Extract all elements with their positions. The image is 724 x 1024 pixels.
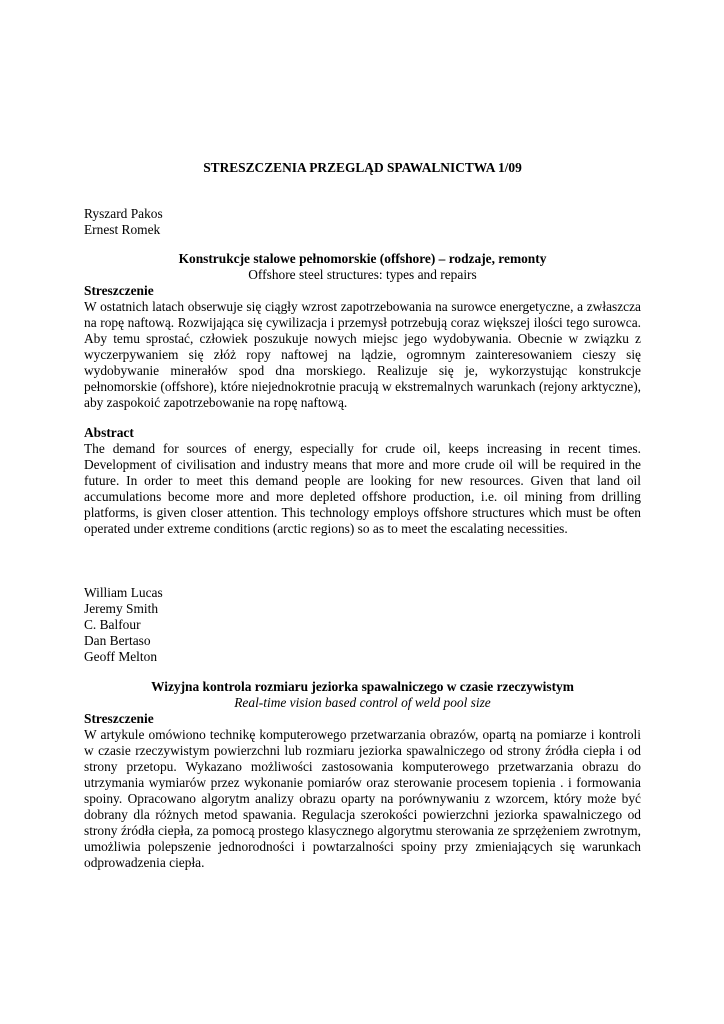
article1-abstract-pl: W ostatnich latach obserwuje się ciągły wzrost zapotrzebowania na surowce energetyczne, a zwłaszcza na ropę naftową. Rozwijająca się cywilizacja i przemysł potrzebują coraz większej ilości tego surowca. Aby temu sprostać, człowiek poszukuje nowych miejsc jego wydobywania. Obecnie w związku z wyczerpywaniem się złóż ropy naftowej na lądzie, ogromnym zainteresowaniem cieszy się wydobywanie minerałów spod dna morskiego. Realizuje się je, wykorzystując konstrukcje pełnomorskie (offshore), które niejednokrotnie pracują w ekstremalnych warunkach (rejony arktyczne), aby zaspokoić zapotrzebowanie na ropę naftową. xyxy=(84,299,641,410)
author-name: Dan Bertaso xyxy=(84,633,151,648)
document-page xyxy=(84,150,641,871)
author-name: Ernest Romek xyxy=(84,222,161,237)
article2-title: Wizyjna kontrola rozmiaru jeziorka spawalniczego w czasie rzeczywistym xyxy=(151,679,574,694)
author-name: C. Balfour xyxy=(84,617,141,632)
article1-abstract-pl-heading: Streszczenie xyxy=(84,283,154,298)
article2-subtitle: Real-time vision based control of weld pool size xyxy=(234,695,491,710)
article1-authors xyxy=(84,206,641,238)
author-name: Geoff Melton xyxy=(84,649,158,664)
author-name: Ryszard Pakos xyxy=(84,206,163,221)
document-title: STRESZCZENIA PRZEGLĄD SPAWALNICTWA 1/09 xyxy=(203,160,522,175)
article1-subtitle: Offshore steel structures: types and repairs xyxy=(248,267,477,282)
article1-title: Konstrukcje stalowe pełnomorskie (offshore) – rodzaje, remonty xyxy=(178,251,547,266)
article2-authors xyxy=(84,585,641,665)
article1-abstract-en-heading: Abstract xyxy=(84,425,134,440)
article2-abstract-pl-heading: Streszczenie xyxy=(84,711,154,726)
article1-abstract-en: The demand for sources of energy, especially for crude oil, keeps increasing in recent times. Development of civilisation and industry means that more and more crude oil will be required in the future. In order to meet this demand people are looking for new resources. Given that land oil accumulations become more and more depleted offshore production, i.e. oil mining from drilling platforms, is given closer attention. This technology employs offshore structures which must be often operated under extreme conditions (arctic regions) so as to meet the escalating necessities. xyxy=(84,441,641,536)
author-name: William Lucas xyxy=(84,585,163,600)
article2-abstract-pl: W artykule omówiono technikę komputerowego przetwarzania obrazów, opartą na pomiarze i kontroli w czasie rzeczywistym powierzchni lub rozmiaru jeziorka spawalniczego od strony źródła ciepła i od strony przetopu. Wykazano możliwości zastosowania komputerowego przetwarzania obrazu do utrzymania wymiarów przez wykonanie pomiarów oraz sterowanie procesem topienia . i formowania spoiny. Opracowano algorytm analizy obrazu oparty na porównywaniu z wzorcem, który może być dobrany dla różnych metod spawania. Regulacja szerokości powierzchni jeziorka spawalniczego od strony źródła ciepła, za pomocą prostego klasycznego algorytmu sterowania ze sprzężeniem zwrotnym, umożliwia polepszenie jednorodności i powtarzalności spoiny przy zmieniających się warunkach odprowadzenia ciepła. xyxy=(84,727,641,870)
author-name: Jeremy Smith xyxy=(84,601,159,616)
